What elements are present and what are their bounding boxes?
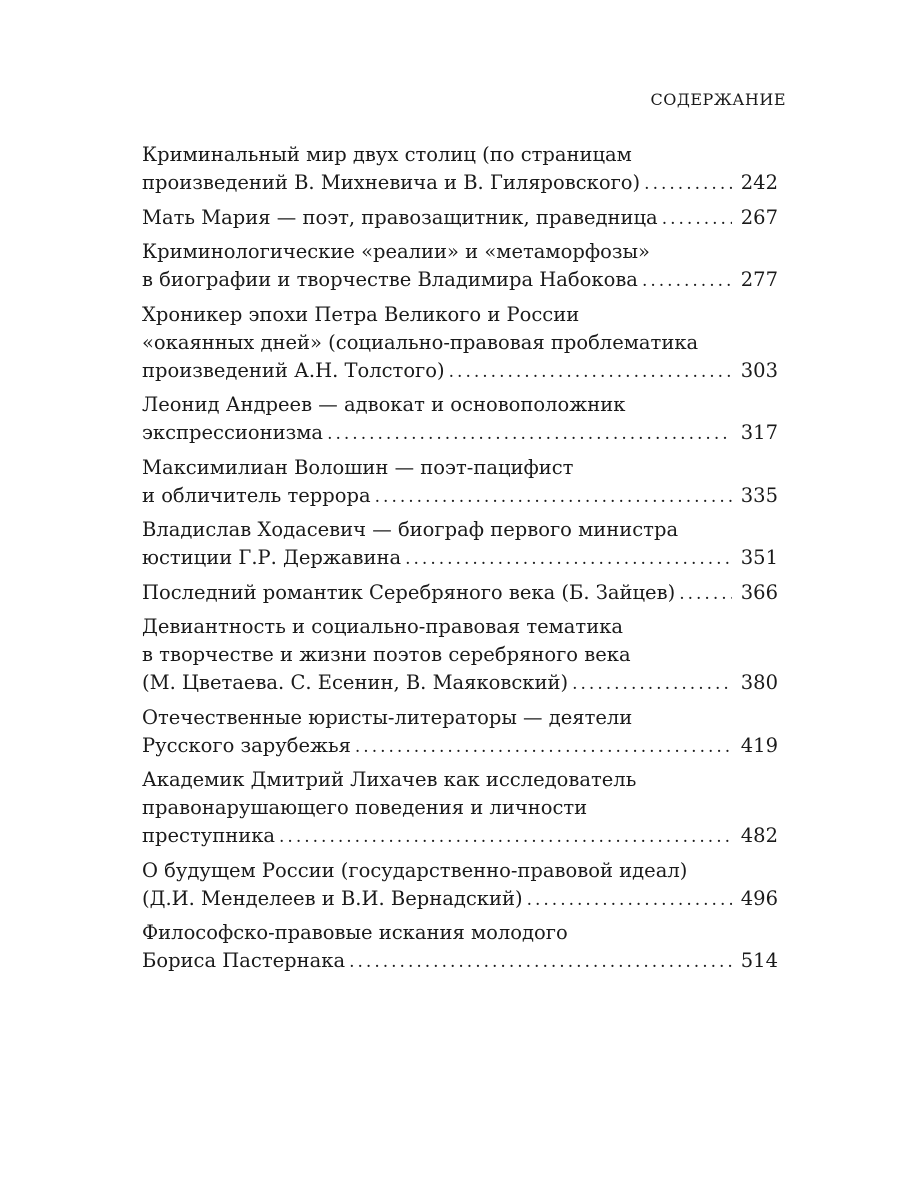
dot-leader [355, 733, 732, 761]
toc-entry[interactable] [142, 238, 778, 295]
toc-entry-last-line [142, 169, 778, 198]
toc-page-number: 267 [740, 205, 778, 229]
toc-entry[interactable] [142, 301, 778, 386]
dot-leader [644, 170, 732, 198]
toc-entry-title-line: Криминологические «реалии» и «метаморфозы» [142, 240, 650, 263]
toc-entry-title-line: (Д.И. Менделеев и В.И. Вернадский) [142, 886, 523, 910]
toc-entry-title-line: правонарушающего поведения и личности [142, 796, 588, 819]
toc-entry-title-line: Отечественные юристы-литераторы — деятели [142, 705, 633, 729]
toc-entry[interactable] [142, 857, 778, 914]
toc-entry[interactable] [142, 391, 778, 448]
dot-leader [349, 948, 732, 976]
toc-page-number: 419 [740, 733, 778, 757]
toc-entry-title-line: Последний романтик Серебряного века (Б. Зайцев) [142, 580, 676, 604]
toc-entry-title-line: Русского зарубежья [142, 733, 351, 757]
toc-entry-title-line: в биографии и творчестве Владимира Набокова [142, 268, 638, 291]
toc-entry[interactable] [142, 613, 778, 698]
toc-page-number: 482 [740, 824, 778, 847]
toc-entry-last-line [142, 204, 778, 233]
toc-entry-title-line: Владислав Ходасевич — биограф первого министра [142, 518, 679, 541]
toc-entry-last-line [142, 544, 778, 573]
toc-entry-title-line: Мать Мария — поэт, правозащитник, праведница [142, 205, 658, 229]
toc-entry-title-line: Девиантность и социально-правовая тематика [142, 615, 624, 638]
toc-entry[interactable] [142, 766, 778, 851]
dot-leader [375, 483, 732, 511]
toc-entry-title-line: юстиции Г.Р. Державина [142, 546, 402, 569]
dot-leader [405, 545, 732, 573]
toc-page-number: 496 [740, 886, 778, 910]
toc-entry-title-line: Академик Дмитрий Лихачев как исследователь [142, 768, 637, 791]
toc-entry-last-line [142, 669, 778, 698]
toc-entry[interactable] [142, 579, 778, 608]
running-head: СОДЕРЖАНИЕ [650, 90, 786, 109]
dot-leader [279, 823, 732, 851]
toc-entry-title-line: и обличитель террора [142, 483, 371, 507]
toc-page-number: 351 [740, 546, 778, 569]
toc-entry-title-line: (М. Цветаева. С. Есенин, В. Маяковский) [142, 671, 569, 694]
toc-entry-last-line [142, 947, 778, 976]
dot-leader [679, 580, 732, 608]
dot-leader [642, 267, 732, 295]
toc-entry-last-line [142, 822, 778, 851]
toc-entry-title-line: в творчестве и жизни поэтов серебряного века [142, 643, 631, 666]
toc-page-number: 317 [740, 421, 778, 444]
toc-entry-title-line: произведений А.Н. Толстого) [142, 358, 445, 382]
toc-entry-title-line: произведений В. Михневича и В. Гиляровского) [142, 171, 641, 194]
toc-entry[interactable] [142, 919, 778, 976]
toc-entry-title-line: О будущем России (государственно-правовой идеал) [142, 858, 688, 882]
toc-entry-last-line [142, 266, 778, 295]
toc-entry-title-line: Максимилиан Волошин — поэт-пацифист [142, 455, 574, 479]
dot-leader [662, 205, 732, 233]
toc-entry-title-line: преступника [142, 824, 276, 847]
toc-entry-last-line [142, 357, 778, 386]
toc-entry-title-line: «окаянных дней» (социально-правовая проблематика [142, 330, 699, 354]
toc-entry-title-line: Бориса Пастернака [142, 949, 346, 972]
toc-entry-last-line [142, 885, 778, 914]
table-of-contents [142, 141, 778, 982]
toc-page-number: 380 [740, 671, 778, 694]
toc-page-number: 366 [740, 580, 778, 604]
dot-leader [527, 886, 732, 914]
toc-entry[interactable] [142, 141, 778, 198]
dot-leader [449, 358, 732, 386]
toc-entry-title-line: Хроникер эпохи Петра Великого и России [142, 302, 580, 326]
toc-page-number: 277 [740, 268, 778, 291]
toc-entry[interactable] [142, 516, 778, 573]
dot-leader [572, 670, 732, 698]
toc-entry-title-line: Леонид Андреев — адвокат и основоположник [142, 393, 626, 416]
toc-entry[interactable] [142, 454, 778, 511]
toc-entry[interactable] [142, 204, 778, 233]
toc-entry-last-line [142, 579, 778, 608]
toc-entry-title-line: Философско-правовые искания молодого [142, 921, 568, 944]
toc-entry-title-line: Криминальный мир двух столиц (по страницам [142, 143, 632, 166]
toc-page-number: 514 [740, 949, 778, 972]
toc-page-number: 303 [740, 358, 778, 382]
toc-page-number: 335 [740, 483, 778, 507]
toc-entry[interactable] [142, 704, 778, 761]
toc-entry-title-line: экспрессионизма [142, 421, 324, 444]
toc-page-number: 242 [740, 171, 778, 194]
toc-entry-last-line [142, 482, 778, 511]
toc-entry-last-line [142, 732, 778, 761]
dot-leader [327, 420, 732, 448]
toc-entry-last-line [142, 419, 778, 448]
